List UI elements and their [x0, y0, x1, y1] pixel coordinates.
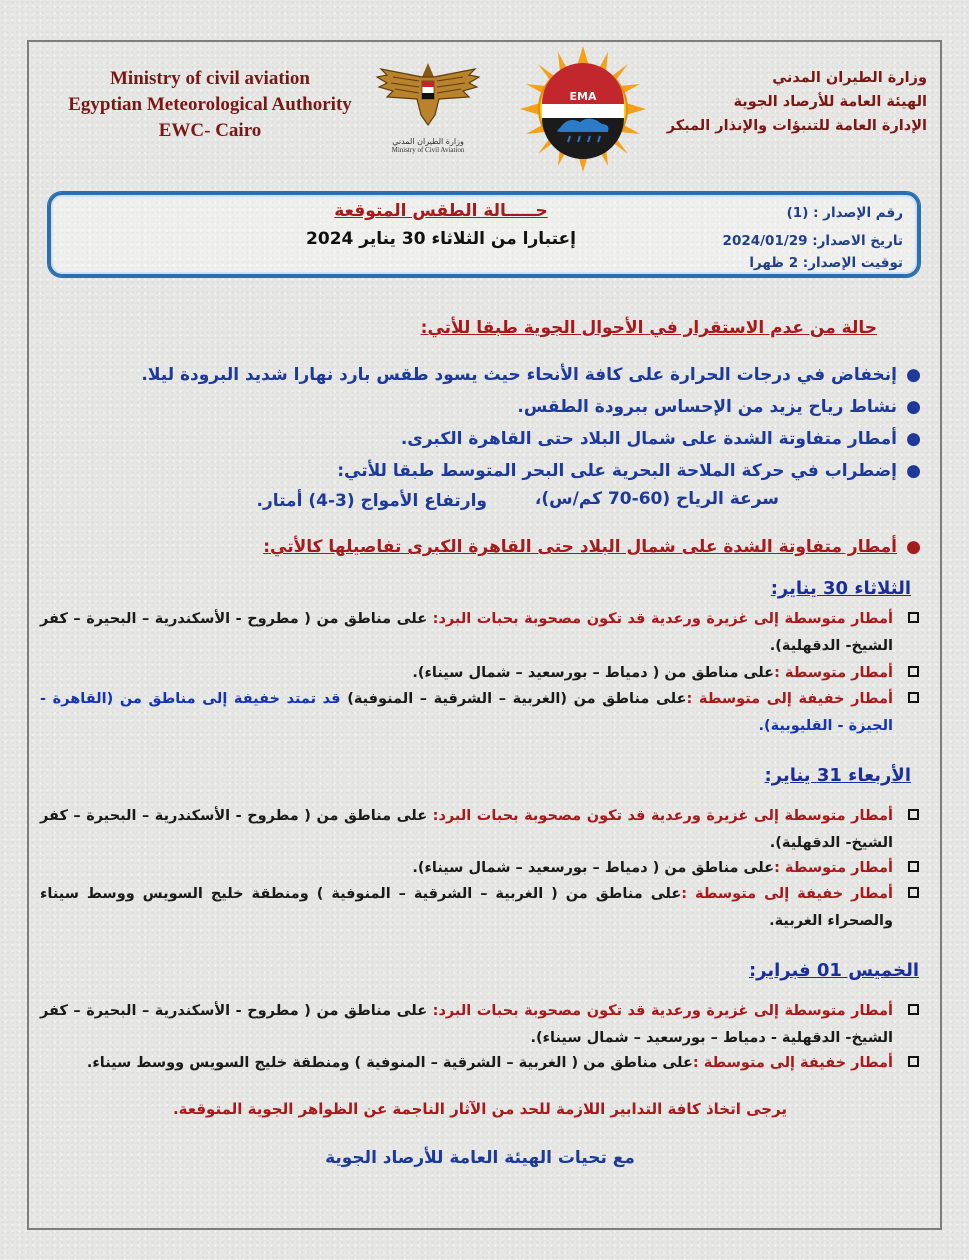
intro-bullet: ● أمطار متفاوتة الشدة على شمال البلاد حتى القاهرة الكبرى. — [401, 424, 921, 454]
issue-box — [48, 192, 920, 277]
sign-off: مع تحيات الهيئة العامة للأرصاد الجوية — [325, 1148, 635, 1168]
org-name-en — [30, 66, 390, 144]
org-line-ar-authority: الهيئة العامة للأرصاد الجوية — [733, 94, 927, 110]
forecast-item: أمطار متوسطة :على مناطق من ( دمياط – بورسعيد – شمال سيناء). — [40, 855, 919, 882]
org-line-center: EWC- Cairo — [158, 120, 262, 141]
wings-emblem-icon — [373, 55, 483, 133]
wave-height: وارتفاع الأمواج (3-4) أمتار. — [256, 491, 487, 511]
bullet-dot-icon: ● — [906, 397, 921, 417]
org-line-ar-department: الإدارة العامة للتنبؤات والإنذار المبكر — [666, 118, 927, 134]
checkbox-icon — [908, 1004, 919, 1015]
forecast-item: أمطار خفيفة إلى متوسطة :على مناطق من (الغربية – الشرقية – المنوفية) قد تمتد خفيفة إلى مناطق من (القاهرة - الجيزة - القليوبية). — [40, 686, 919, 740]
forecast-item: أمطار خفيفة إلى متوسطة :على مناطق من ( الغربية – الشرقية – المنوفية ) ومنطقة خليج السويس ووسط سيناء. — [40, 1050, 919, 1077]
forecast-title: حـــــالة الطقس المتوقعة — [334, 201, 548, 221]
intro-bullet: ● إضطراب في حركة الملاحة البحرية على البحر المتوسط طبقا للأتي: — [337, 456, 921, 486]
issue-number: رقم الإصدار : (1) — [786, 205, 903, 221]
intro-bullet: ● نشاط رياح يزيد من الإحساس ببرودة الطقس. — [517, 392, 921, 422]
bullet-dot-icon: ● — [906, 461, 921, 481]
ministry-logo-caption-en: Ministry of Civil Aviation — [391, 146, 465, 154]
forecast-item: أمطار متوسطة :على مناطق من ( دمياط – بورسعيد – شمال سيناء). — [40, 660, 919, 687]
org-name-ar — [607, 66, 927, 138]
checkbox-icon — [908, 1056, 919, 1067]
org-line-authority: Egyptian Meteorological Authority — [68, 94, 352, 115]
checkbox-icon — [908, 666, 919, 677]
advisory-note: يرجى اتخاذ كافة التدابير اللازمة للحد من الآثار الناجمة عن الظواهر الجوية المتوقعة. — [172, 1100, 788, 1118]
day-heading: الخميس 01 فبراير: — [748, 960, 919, 981]
forecast-item: أمطار متوسطة إلى غزيرة ورعدية قد تكون مصحوبة بحبات البرد: على مناطق من ( مطروح - الأسكندرية – البحيرة – كفر الشيخ- الدقهلية). — [40, 606, 919, 660]
org-line-ar-ministry: وزارة الطيران المدني — [772, 70, 927, 86]
wind-speed: سرعة الرياح (60-70 كم/س)، — [534, 489, 779, 509]
day-heading: الثلاثاء 30 يناير: — [770, 578, 911, 599]
bullet-dot-icon: ● — [906, 537, 921, 557]
day-heading: الأربعاء 31 يناير: — [764, 765, 911, 786]
issue-date: تاريخ الاصدار: 2024/01/29 — [722, 233, 903, 249]
forecast-item: أمطار متوسطة إلى غزيرة ورعدية قد تكون مصحوبة بحبات البرد: على مناطق من ( مطروح - الأسكندرية – البحيرة – كفر الشيخ- الدقهلية - دمياط – بورسعيد – شمال سيناء). — [40, 998, 919, 1052]
intro-bullet: ● إنخفاض في درجات الحرارة على كافة الأنحاء حيث يسود طقس بارد نهارا شديد البرودة ليلا. — [141, 360, 921, 390]
forecast-subtitle: إعتبارا من الثلاثاء 30 يناير 2024 — [306, 229, 576, 249]
forecast-item: أمطار متوسطة إلى غزيرة ورعدية قد تكون مصحوبة بحبات البرد: على مناطق من ( مطروح - الأسكندرية – البحيرة – كفر الشيخ- الدقهلية). — [40, 803, 919, 857]
org-line-ministry: Ministry of civil aviation — [109, 68, 310, 89]
checkbox-icon — [908, 612, 919, 623]
checkbox-icon — [908, 887, 919, 898]
forecast-item: أمطار خفيفة إلى متوسطة :على مناطق من ( الغربية – الشرقية – المنوفية ) ومنطقة خليج السويس ووسط سيناء والصحراء الغربية. — [40, 881, 919, 935]
bullet-dot-icon: ● — [906, 429, 921, 449]
ministry-logo-caption-ar: وزارة الطيران المدني — [392, 137, 464, 146]
ministry-logo — [373, 55, 483, 155]
bullet-dot-icon: ● — [906, 365, 921, 385]
checkbox-icon — [908, 809, 919, 820]
checkbox-icon — [908, 692, 919, 703]
issue-time: توقيت الإصدار: 2 ظهرا — [749, 255, 903, 271]
ema-logo-text: EMA — [569, 90, 597, 103]
checkbox-icon — [908, 861, 919, 872]
intro-heading: حالة من عدم الاستقرار في الأحوال الجوية طبقا للأتي: — [420, 318, 877, 338]
rain-heading: ● أمطار متفاوتة الشدة على شمال البلاد حتى القاهرة الكبرى تفاصيلها كالأتي: — [263, 532, 921, 562]
